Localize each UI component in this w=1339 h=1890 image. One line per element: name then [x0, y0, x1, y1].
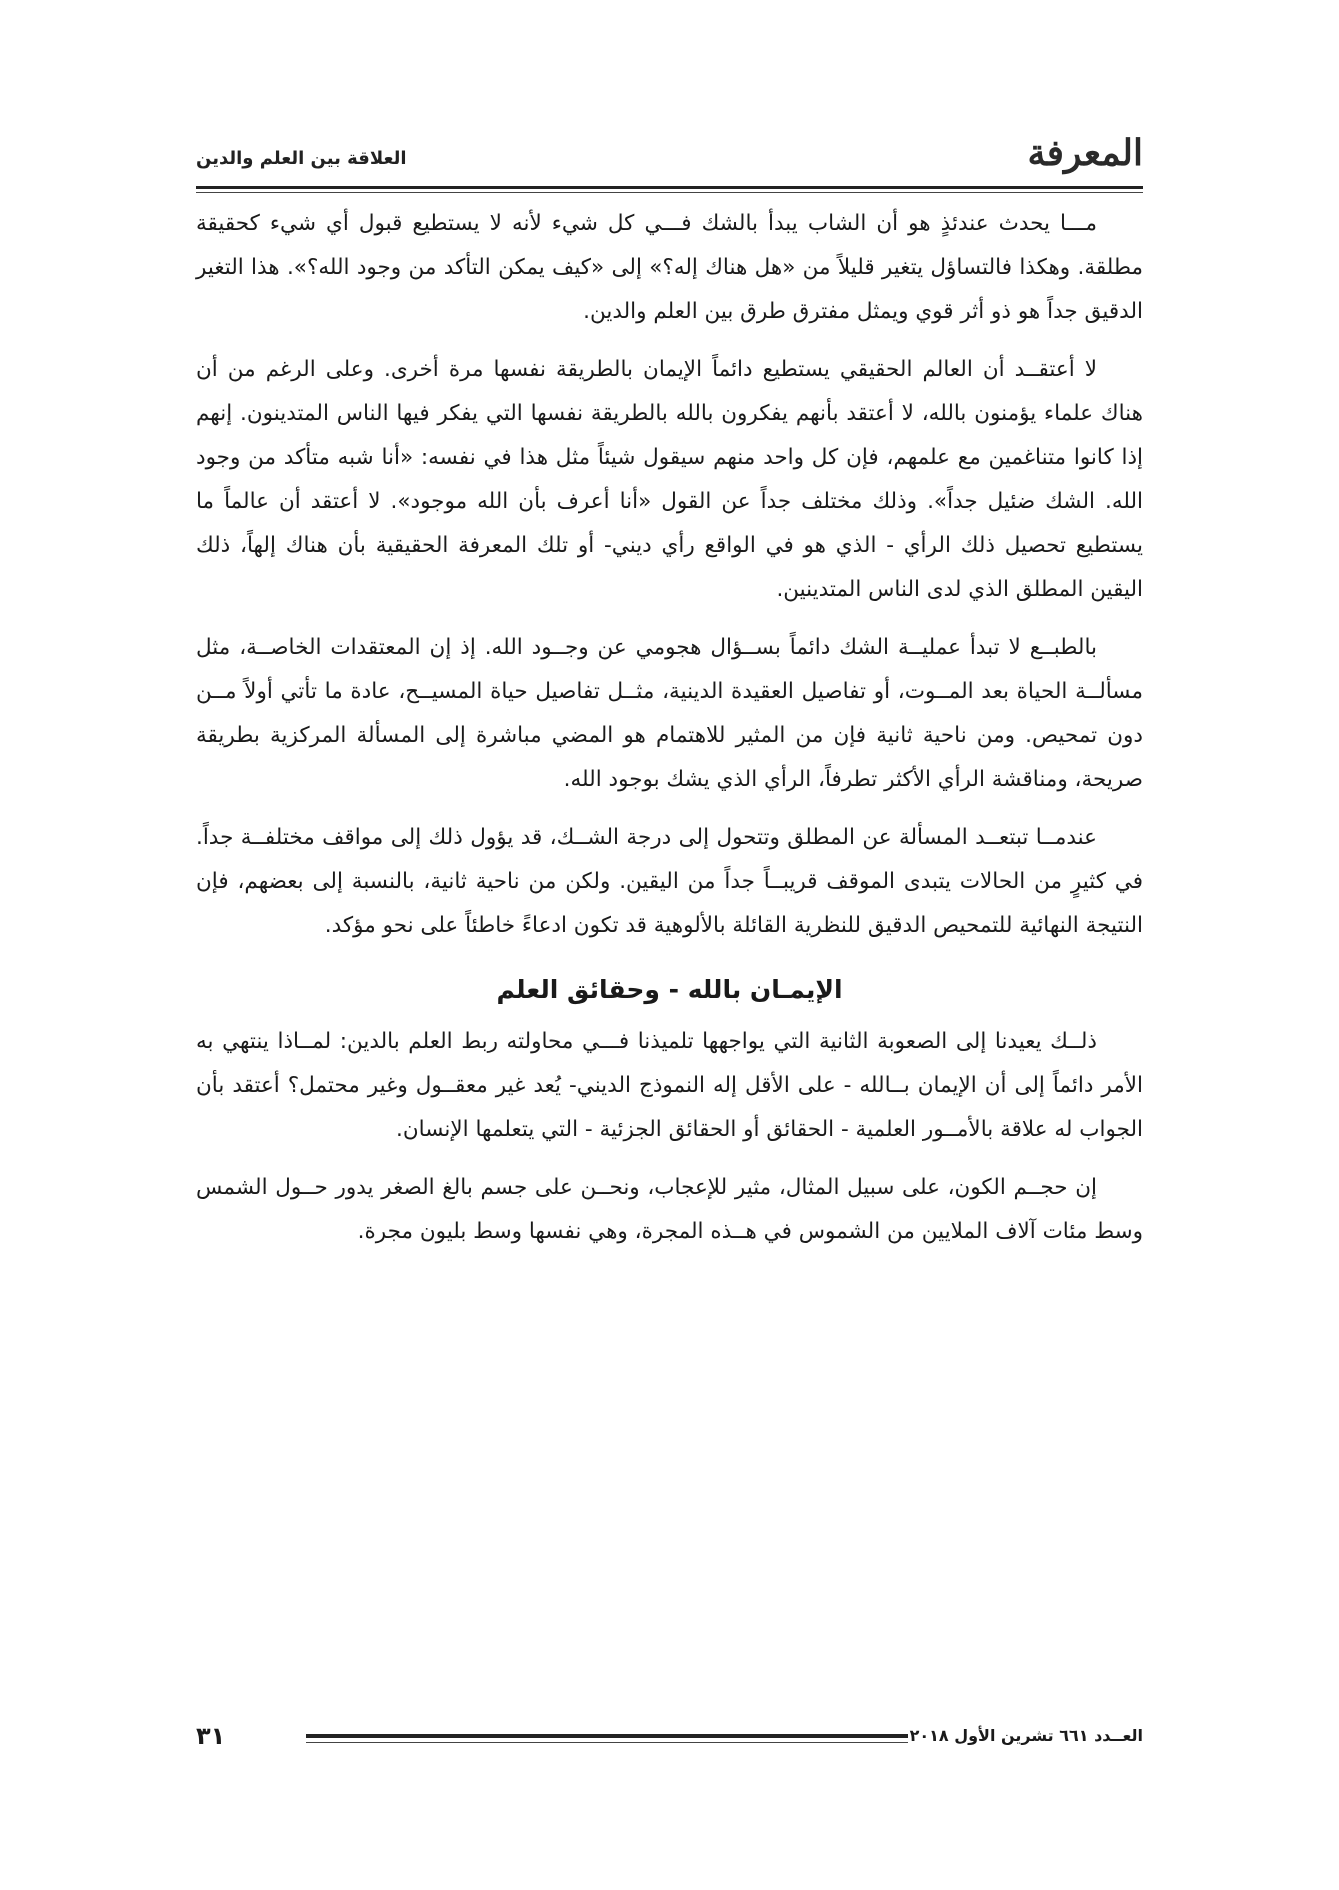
page-footer: [196, 1722, 1143, 1758]
footer-rule: [306, 1734, 908, 1738]
journal-logo: المعرفة: [1027, 132, 1143, 174]
article-body: [196, 202, 1143, 1670]
paragraph-3: بالطبــع لا تبدأ عمليــة الشك دائماً بســؤال هجومي عن وجــود الله. إذ إن المعتقدات الخاصــة، مثل مسألــة الحياة بعد المــوت، أو تفاصيل العقيدة الدينية، مثــل تفاصيل حياة المسيــح، عادة ما تأتي أولاً مــن دون تمحيص. ومن ناحية ثانية فإن من المثير للاهتمام هو المضي مباشرة إلى المسألة المركزية بطريقة صريحة، ومناقشة الرأي الأكثر تطرفاً، الرأي الذي يشك بوجود الله.: [196, 635, 1143, 792]
paragraph-1: مـــا يحدث عندئذٍ هو أن الشاب يبدأ بالشك فـــي كل شيء لأنه لا يستطيع قبول أي شيء كحقيقة مطلقة. وهكذا فالتساؤل يتغير قليلاً من «هل هناك إله؟» إلى «كيف يمكن التأكد من وجود الله؟». هذا التغير الدقيق جداً هو ذو أثر قوي ويمثل مفترق طرق بين العلم والدين.: [196, 211, 1143, 324]
paragraph-5: ذلــك يعيدنا إلى الصعوبة الثانية التي يواجهها تلميذنا فـــي محاولته ربط العلم بالدين: لمــاذا ينتهي به الأمر دائماً إلى أن الإيمان بــالله - على الأقل إله النموذج الديني- يُعد غير معقــول وغير محتمل؟ أعتقد بأن الجواب له علاقة بالأمــور العلمية - الحقائق أو الحقائق الجزئية - التي يتعلمها الإنسان.: [196, 1029, 1143, 1142]
section-heading: الإيمـان بالله - وحقائق العلم: [496, 975, 843, 1004]
page-number: ٣١: [196, 1722, 226, 1750]
header-rule-thin: [196, 192, 1143, 193]
issue-label: العــدد ٦٦١ تشرين الأول ٢٠١٨: [909, 1726, 1143, 1745]
page-header: [196, 128, 1143, 180]
header-rule: [196, 186, 1143, 189]
running-title: العلاقة بين العلم والدين: [196, 148, 407, 169]
footer-rule-thin: [306, 1742, 908, 1743]
paragraph-2: لا أعتقــد أن العالم الحقيقي يستطيع دائماً الإيمان بالطريقة نفسها مرة أخرى. وعلى الرغم من أن هناك علماء يؤمنون بالله، لا أعتقد بأنهم يفكرون بالله بالطريقة نفسها التي يفكر فيها الناس المتدينون. إنهم إذا كانوا متناغمين مع علمهم، فإن كل واحد منهم سيقول شيئاً مثل هذا في نفسه: «أنا شبه متأكد من وجود الله. الشك ضئيل جداً». وذلك مختلف جداً عن القول «أنا أعرف بأن الله موجود». لا أعتقد أن عالماً ما يستطيع تحصيل ذلك الرأي - الذي هو في الواقع رأي ديني- أو تلك المعرفة الحقيقية بأن هناك إلهاً، ذلك اليقين المطلق الذي لدى الناس المتدينين.: [196, 357, 1143, 602]
paragraph-4: عندمــا تبتعــد المسألة عن المطلق وتتحول إلى درجة الشــك، قد يؤول ذلك إلى مواقف مختلفــة جداً. في كثيرٍ من الحالات يتبدى الموقف قريبــاً جداً من اليقين. ولكن من ناحية ثانية، بالنسبة إلى بعضهم، فإن النتيجة النهائية للتمحيص الدقيق للنظرية القائلة بالألوهية قد تكون ادعاءً خاطئاً على نحو مؤكد.: [196, 825, 1143, 938]
paragraph-6: إن حجــم الكون، على سبيل المثال، مثير للإعجاب، ونحــن على جسم بالغ الصغر يدور حــول الشمس وسط مئات آلاف الملايين من الشموس في هــذه المجرة، وهي نفسها وسط بليون مجرة.: [196, 1175, 1143, 1244]
